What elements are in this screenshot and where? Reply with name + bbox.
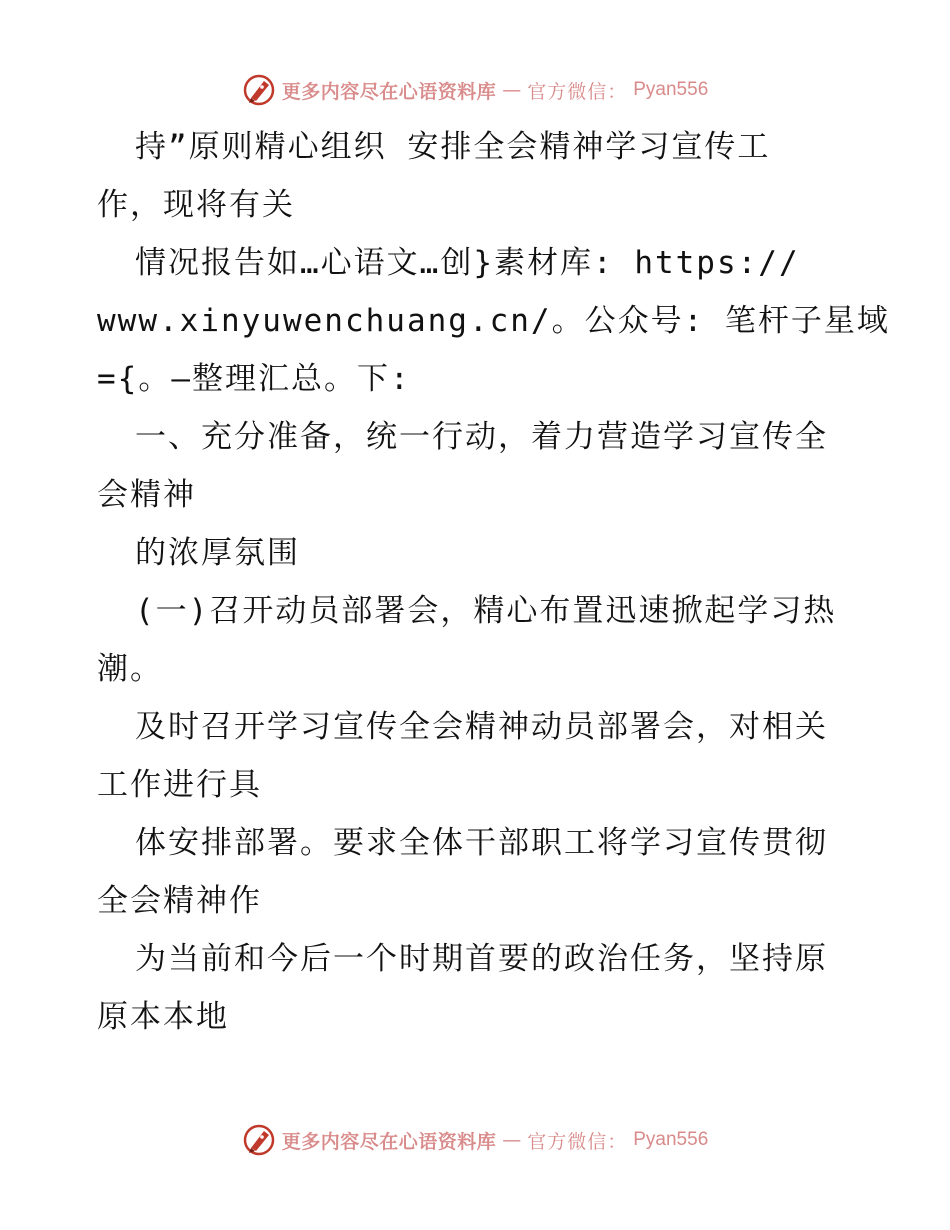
wechat-id: Pyan556: [633, 79, 709, 100]
separator: —: [502, 1129, 522, 1151]
document-body: [97, 118, 890, 1046]
body-line: 作，现将有关: [97, 187, 295, 223]
section-heading: 一、充分准备，统一行动，着力营造学习宣传全: [135, 419, 828, 455]
body-line: 全会精神作: [97, 883, 262, 919]
subsection-heading: 潮。: [97, 651, 163, 687]
wechat-id: Pyan556: [633, 1129, 709, 1150]
section-heading: 会精神: [97, 477, 196, 513]
wechat-label: 官方微信：: [527, 1130, 628, 1153]
body-line: 工作进行具: [97, 767, 262, 803]
separator: —: [502, 79, 522, 101]
body-line: www.xinyuwenchuang.cn/。公众号: 笔杆子星域: [97, 303, 890, 339]
body-line: 原本本地: [97, 999, 229, 1035]
wechat-label: 官方微信：: [527, 80, 628, 103]
subsection-heading: (一)召开动员部署会，精心布置迅速掀起学习热: [135, 593, 837, 629]
header-banner: [0, 70, 950, 110]
body-line: 情况报告如…心语文…创}素材库: https://: [135, 245, 800, 281]
pen-logo-icon: [242, 73, 276, 107]
brand-text: 更多内容尽在心语资料库: [281, 80, 497, 103]
body-line: 为当前和今后一个时期首要的政治任务，坚持原: [135, 941, 828, 977]
brand-text: 更多内容尽在心语资料库: [281, 1130, 497, 1153]
body-line: 持”原则精心组织 安排全会精神学习宣传工: [135, 129, 771, 165]
footer-banner: [0, 1120, 950, 1160]
body-line: ={。—整理汇总。下:: [97, 361, 411, 397]
body-line: 体安排部署。要求全体干部职工将学习宣传贯彻: [135, 825, 828, 861]
body-line: 及时召开学习宣传全会精神动员部署会，对相关: [135, 709, 828, 745]
section-heading: 的浓厚氛围: [135, 535, 300, 571]
pen-logo-icon: [242, 1123, 276, 1157]
